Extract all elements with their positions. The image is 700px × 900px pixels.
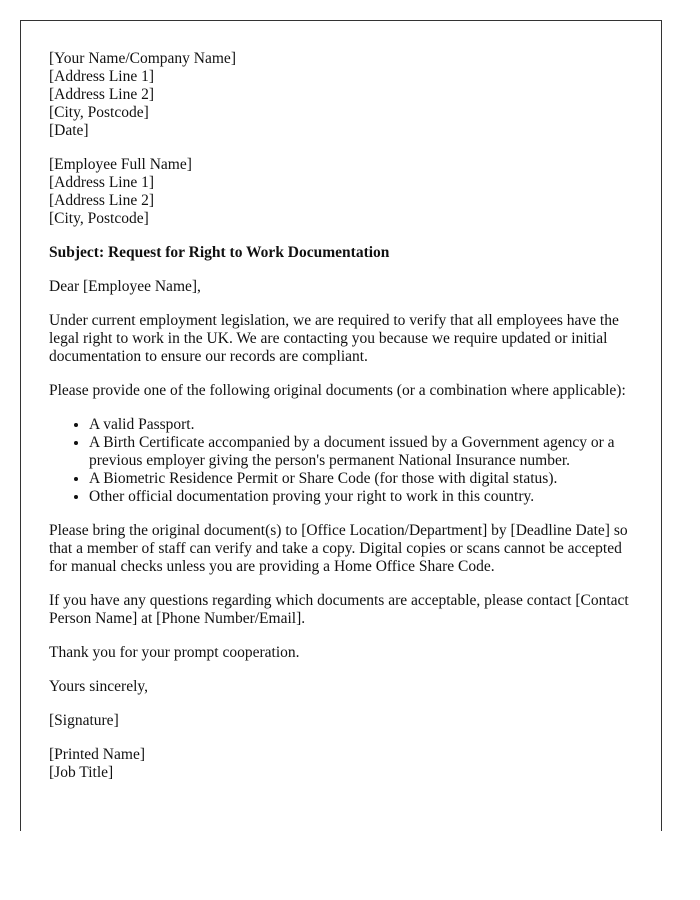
- sender-address-line-2: [Address Line 2]: [49, 86, 155, 103]
- recipient-name: [Employee Full Name]: [49, 156, 192, 173]
- sender-name: [Your Name/Company Name]: [49, 50, 236, 67]
- document-list: [49, 416, 644, 506]
- job-title: [Job Title]: [49, 764, 114, 781]
- recipient-address-line-1: [Address Line 1]: [49, 174, 155, 191]
- recipient-address-line-2: [Address Line 2]: [49, 192, 155, 209]
- paragraph-contact: If you have any questions regarding which documents are acceptable, please contact [Contact Person Name] at [Phone Number/Email].: [49, 592, 629, 627]
- sender-city: [City, Postcode]: [49, 104, 149, 121]
- list-item: • Other official documentation proving your right to work in this country.: [89, 488, 644, 506]
- letter-date: [Date]: [49, 122, 89, 139]
- closing: Yours sincerely,: [49, 678, 149, 695]
- sender-address: [49, 50, 661, 140]
- recipient-city: [City, Postcode]: [49, 210, 149, 227]
- printed-name: [Printed Name]: [49, 746, 145, 763]
- paragraph-intro: Under current employment legislation, we are required to verify that all employees have the legal right to work in the UK. We are contacting you because we require updated or initial documentation to ensure our records are compliant.: [49, 312, 619, 365]
- recipient-address: [49, 156, 661, 228]
- paragraph-request: Please provide one of the following original documents (or a combination where applicable):: [49, 382, 626, 399]
- signature: [Signature]: [49, 712, 119, 729]
- salutation: Dear [Employee Name],: [49, 278, 201, 295]
- paragraph-thanks: Thank you for your prompt cooperation.: [49, 644, 300, 661]
- letter-page: [20, 20, 662, 831]
- subject-line: Subject: Request for Right to Work Documentation: [49, 244, 390, 261]
- list-item: • A Biometric Residence Permit or Share Code (for those with digital status).: [89, 470, 644, 488]
- paragraph-instructions: Please bring the original document(s) to [Office Location/Department] by [Deadline Date] so that a member of staff can verify and take a copy. Digital copies or scans cannot be accepted for manual checks unless you are providing a Home Office Share Code.: [49, 522, 628, 575]
- list-item: • A Birth Certificate accompanied by a document issued by a Government agency or a previous employer giving the person's permanent National Insurance number.: [89, 434, 644, 470]
- sender-address-line-1: [Address Line 1]: [49, 68, 155, 85]
- list-item: • A valid Passport.: [89, 416, 644, 434]
